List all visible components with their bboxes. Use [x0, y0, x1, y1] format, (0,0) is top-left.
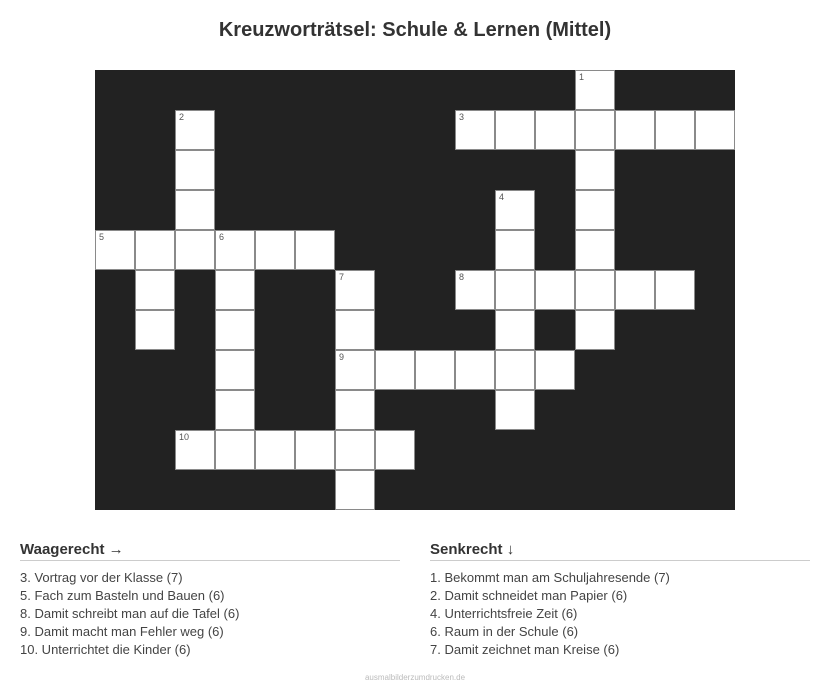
- crossword-cell[interactable]: [215, 390, 255, 430]
- crossword-cell[interactable]: [615, 110, 655, 150]
- crossword-cell[interactable]: [335, 390, 375, 430]
- across-clues-section: [20, 541, 400, 659]
- crossword-cell[interactable]: [335, 470, 375, 510]
- crossword-cell[interactable]: [135, 230, 175, 270]
- across-clue: 8. Damit schreibt man auf die Tafel (6): [20, 606, 240, 621]
- crossword-cell[interactable]: [455, 270, 495, 310]
- arrow-right-icon: →: [108, 541, 124, 558]
- crossword-cell[interactable]: [175, 230, 215, 270]
- crossword-cell[interactable]: [215, 350, 255, 390]
- crossword-cell[interactable]: [575, 70, 615, 110]
- down-clue-list: [430, 569, 810, 659]
- crossword-cell[interactable]: [375, 350, 415, 390]
- across-clue: 10. Unterrichtet die Kinder (6): [20, 642, 191, 657]
- crossword-cell[interactable]: [535, 270, 575, 310]
- crossword-cell[interactable]: [335, 270, 375, 310]
- down-clue: 4. Unterrichtsfreie Zeit (6): [430, 606, 578, 621]
- crossword-cell[interactable]: [495, 110, 535, 150]
- crossword-cell[interactable]: [175, 110, 215, 150]
- crossword-cell[interactable]: [575, 270, 615, 310]
- crossword-cell[interactable]: [375, 430, 415, 470]
- page-title: Kreuzworträtsel: Schule & Lernen (Mittel): [218, 19, 612, 41]
- crossword-cell[interactable]: [655, 270, 695, 310]
- crossword-cell[interactable]: [135, 270, 175, 310]
- across-clue-list: [20, 569, 400, 659]
- crossword-cell[interactable]: [535, 110, 575, 150]
- clue-number: 10: [179, 432, 190, 442]
- crossword-cell[interactable]: [135, 310, 175, 350]
- arrow-down-icon: ↓: [506, 541, 515, 558]
- crossword-cell[interactable]: [335, 430, 375, 470]
- crossword-cell[interactable]: [575, 230, 615, 270]
- down-clue: 2. Damit schneidet man Papier (6): [430, 588, 628, 603]
- crossword-cell[interactable]: [495, 230, 535, 270]
- crossword-cell[interactable]: [175, 430, 215, 470]
- down-heading-label: Senkrecht: [430, 541, 503, 558]
- crossword-cell[interactable]: [575, 150, 615, 190]
- crossword-cell[interactable]: [535, 350, 575, 390]
- crossword-cell[interactable]: [615, 270, 655, 310]
- clue-number: 5: [99, 232, 105, 242]
- crossword-cell[interactable]: [495, 190, 535, 230]
- clue-number: 1: [579, 72, 585, 82]
- down-heading: [430, 541, 810, 561]
- crossword-cell[interactable]: [295, 230, 335, 270]
- crossword-cell[interactable]: [455, 350, 495, 390]
- crossword-cell[interactable]: [415, 350, 455, 390]
- across-clue: 3. Vortrag vor der Klasse (7): [20, 570, 183, 585]
- crossword-cell[interactable]: [495, 310, 535, 350]
- crossword-cell[interactable]: [575, 190, 615, 230]
- crossword-cell[interactable]: [215, 270, 255, 310]
- clue-number: 6: [219, 232, 225, 242]
- crossword-grid: [95, 70, 735, 510]
- footer-credit: ausmalbilderzumdrucken.de: [364, 673, 466, 682]
- crossword-cell[interactable]: [495, 350, 535, 390]
- crossword-cell[interactable]: [215, 230, 255, 270]
- across-clue: 9. Damit macht man Fehler weg (6): [20, 624, 224, 639]
- clue-number: 8: [459, 272, 465, 282]
- crossword-cell[interactable]: [95, 230, 135, 270]
- across-heading-label: Waagerecht: [20, 541, 105, 558]
- across-clue: 5. Fach zum Basteln und Bauen (6): [20, 588, 225, 603]
- crossword-cell[interactable]: [215, 430, 255, 470]
- crossword-cell[interactable]: [575, 310, 615, 350]
- crossword-cell[interactable]: [175, 190, 215, 230]
- crossword-cell[interactable]: [335, 310, 375, 350]
- crossword-cell[interactable]: [215, 310, 255, 350]
- clue-number: 4: [499, 192, 505, 202]
- down-clue: 1. Bekommt man am Schuljahresende (7): [430, 570, 670, 585]
- clue-number: 9: [339, 352, 345, 362]
- crossword-cell[interactable]: [695, 110, 735, 150]
- crossword-cell[interactable]: [295, 430, 335, 470]
- clue-number: 3: [459, 112, 465, 122]
- across-heading: [20, 541, 400, 561]
- crossword-cell[interactable]: [335, 350, 375, 390]
- down-clue: 6. Raum in der Schule (6): [430, 624, 579, 639]
- clue-number: 7: [339, 272, 345, 282]
- crossword-cell[interactable]: [255, 430, 295, 470]
- crossword-cell[interactable]: [575, 110, 615, 150]
- crossword-cell[interactable]: [655, 110, 695, 150]
- crossword-cell[interactable]: [495, 270, 535, 310]
- crossword-cell[interactable]: [255, 230, 295, 270]
- down-clues-section: [430, 541, 810, 659]
- clue-number: 2: [179, 112, 185, 122]
- crossword-cell[interactable]: [455, 110, 495, 150]
- down-clue: 7. Damit zeichnet man Kreise (6): [430, 642, 620, 657]
- crossword-cell[interactable]: [495, 390, 535, 430]
- crossword-cell[interactable]: [175, 150, 215, 190]
